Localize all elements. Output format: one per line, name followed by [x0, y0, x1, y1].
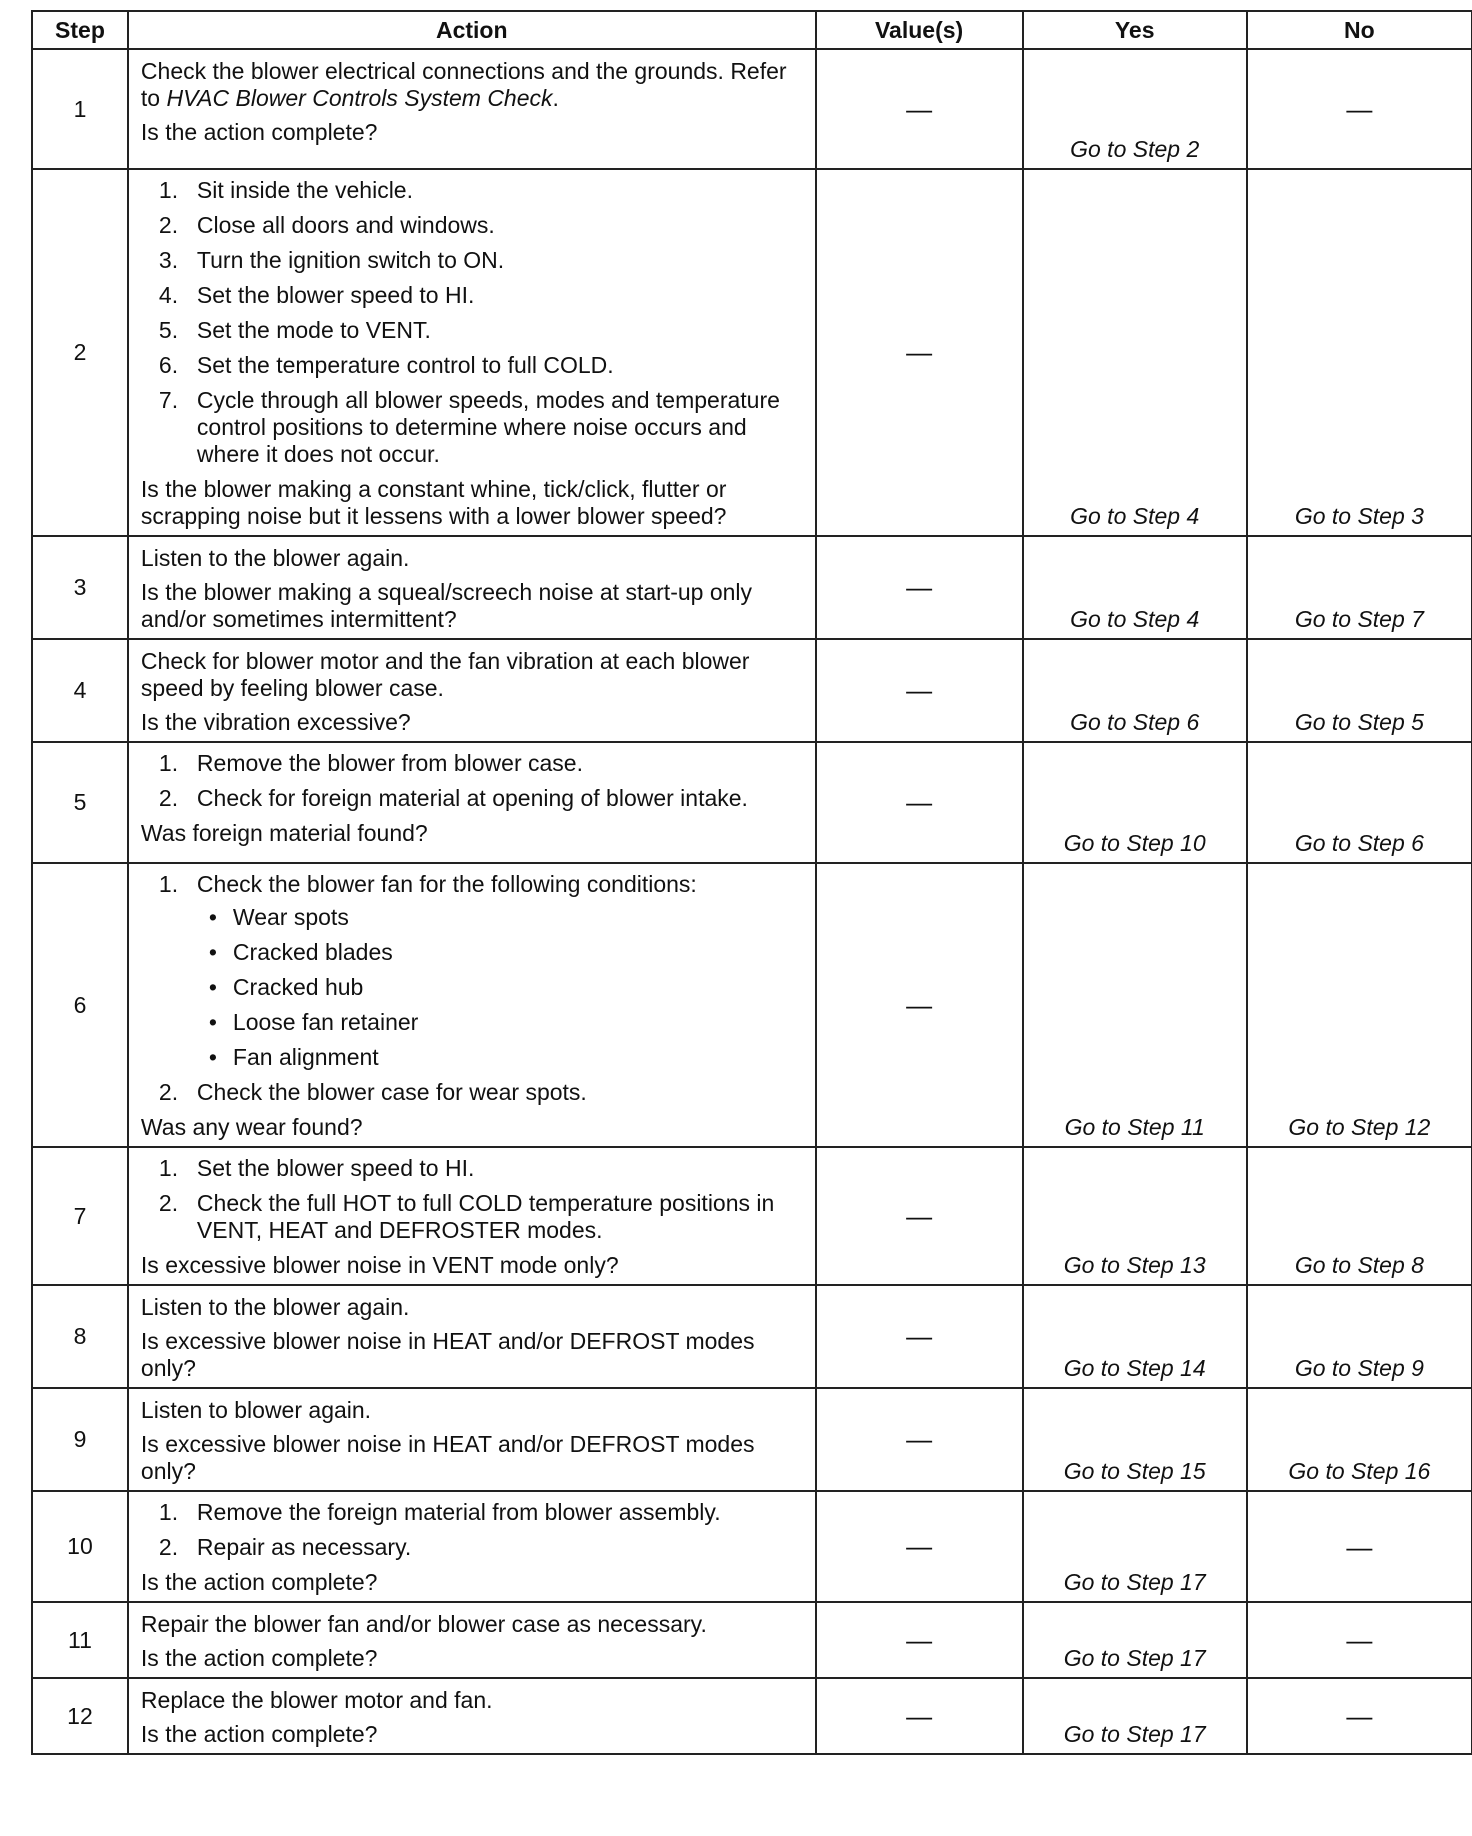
list-item-number: 1.: [158, 177, 179, 203]
action-text-main: Check for blower motor and the fan vibration at each blower speed by feeling blower case.: [140, 648, 750, 701]
no-cell: Go to Step 16: [1247, 1388, 1472, 1491]
bullet-list: [197, 904, 805, 1071]
list-item-number: 7.: [158, 387, 179, 413]
table-body: [32, 49, 1472, 1754]
action-cell: [128, 536, 816, 639]
action-text: [141, 1687, 805, 1714]
no-cell: Go to Step 6: [1247, 742, 1472, 863]
list-item-number: 5.: [158, 317, 179, 343]
list-item-text: Set the blower speed to HI.: [196, 1155, 475, 1181]
action-cell: [128, 49, 816, 169]
no-cell: Go to Step 7: [1247, 536, 1472, 639]
table-row: [32, 1285, 1472, 1388]
step-number: 4: [32, 639, 128, 742]
step-number: 8: [32, 1285, 128, 1388]
list-item-text: Close all doors and windows.: [196, 212, 495, 238]
list-item: [141, 247, 805, 274]
action-cell: [128, 1491, 816, 1602]
list-item-number: 2.: [158, 1534, 179, 1560]
list-item-text: Check the full HOT to full COLD temperature positions in VENT, HEAT and DEFROSTER modes.: [196, 1190, 775, 1243]
step-number: 2: [32, 169, 128, 536]
action-text-main: Check the blower electrical connections and the grounds. Refer to: [140, 58, 787, 111]
action-cell: [128, 1602, 816, 1678]
list-item-number: 2.: [158, 1079, 179, 1105]
list-item-text: Set the blower speed to HI.: [196, 282, 475, 308]
list-item-text: Set the temperature control to full COLD.: [196, 352, 614, 378]
value-cell: —: [816, 1678, 1023, 1754]
question-text: Is the action complete?: [140, 1645, 378, 1671]
list-item-text: Check the blower case for wear spots.: [196, 1079, 587, 1105]
table-row: [32, 169, 1472, 536]
header-values: Value(s): [816, 11, 1023, 49]
yes-cell: Go to Step 10: [1023, 742, 1247, 863]
action-cell: [128, 1285, 816, 1388]
value-cell: —: [816, 1388, 1023, 1491]
no-cell: Go to Step 5: [1247, 639, 1472, 742]
no-cell: Go to Step 9: [1247, 1285, 1472, 1388]
yes-cell: Go to Step 4: [1023, 536, 1247, 639]
step-number: 12: [32, 1678, 128, 1754]
header-yes: Yes: [1023, 11, 1247, 49]
action-text: [141, 545, 805, 572]
action-cell: [128, 169, 816, 536]
action-cell: [128, 1678, 816, 1754]
action-text-main: Listen to blower again.: [140, 1397, 372, 1423]
list-item-number: 4.: [158, 282, 179, 308]
list-item: [141, 1534, 805, 1561]
list-item: [141, 871, 805, 1071]
action-cell: [128, 1147, 816, 1285]
table-row: [32, 49, 1472, 169]
list-item-text: Repair as necessary.: [196, 1534, 412, 1560]
list-item: [141, 785, 805, 812]
yes-cell: Go to Step 4: [1023, 169, 1247, 536]
question-text: Was foreign material found?: [140, 820, 428, 846]
yes-cell: Go to Step 15: [1023, 1388, 1247, 1491]
action-cell: [128, 639, 816, 742]
numbered-list: [141, 750, 805, 812]
step-number: 11: [32, 1602, 128, 1678]
value-cell: —: [816, 49, 1023, 169]
question-text: Is the action complete?: [140, 1569, 378, 1595]
table-row: [32, 1491, 1472, 1602]
step-number: 10: [32, 1491, 128, 1602]
list-item-text: Set the mode to VENT.: [196, 317, 431, 343]
action-text-main: Listen to the blower again.: [140, 1294, 410, 1320]
no-cell: Go to Step 3: [1247, 169, 1472, 536]
list-item-text: Sit inside the vehicle.: [196, 177, 413, 203]
value-cell: —: [816, 1602, 1023, 1678]
no-cell: —: [1247, 1602, 1472, 1678]
list-item: [141, 1079, 805, 1106]
action-cell: [128, 1388, 816, 1491]
step-number: 9: [32, 1388, 128, 1491]
table-row: [32, 1678, 1472, 1754]
list-item-number: 2.: [158, 212, 179, 238]
table-row: [32, 639, 1472, 742]
list-item-text: Check for foreign material at opening of blower intake.: [196, 785, 748, 811]
action-cell: [128, 742, 816, 863]
action-text: [141, 1611, 805, 1638]
list-item-text: Turn the ignition switch to ON.: [196, 247, 505, 273]
table-row: [32, 863, 1472, 1147]
list-item-number: 1.: [158, 750, 179, 776]
table-row: [32, 536, 1472, 639]
table-row: [32, 1147, 1472, 1285]
question-text: Is excessive blower noise in HEAT and/or DEFROST modes only?: [140, 1431, 755, 1484]
list-item-number: 2.: [158, 785, 179, 811]
question-text: Is the action complete?: [140, 119, 378, 145]
step-number: 6: [32, 863, 128, 1147]
yes-cell: Go to Step 17: [1023, 1678, 1247, 1754]
step-number: 5: [32, 742, 128, 863]
value-cell: —: [816, 742, 1023, 863]
yes-cell: Go to Step 6: [1023, 639, 1247, 742]
list-item-number: 1.: [158, 871, 179, 897]
bullet-item: • Cracked blades: [197, 939, 805, 966]
question-text: Is excessive blower noise in VENT mode only?: [140, 1252, 619, 1278]
table-row: [32, 1602, 1472, 1678]
list-item-text: Remove the foreign material from blower assembly.: [196, 1499, 721, 1525]
numbered-list: [141, 1499, 805, 1561]
list-item-number: 6.: [158, 352, 179, 378]
yes-cell: Go to Step 11: [1023, 863, 1247, 1147]
reference-link: HVAC Blower Controls System Check: [166, 85, 553, 111]
action-text: [141, 1294, 805, 1321]
value-cell: —: [816, 639, 1023, 742]
action-text-main: Replace the blower motor and fan.: [140, 1687, 493, 1713]
bullet-item: • Wear spots: [197, 904, 805, 931]
list-item: [141, 317, 805, 344]
action-cell: [128, 863, 816, 1147]
list-item-number: 1.: [158, 1155, 179, 1181]
action-text: [141, 648, 805, 702]
header-row: [32, 11, 1472, 49]
table-row: [32, 742, 1472, 863]
numbered-list: [141, 177, 805, 468]
step-number: 1: [32, 49, 128, 169]
action-text-main: Repair the blower fan and/or blower case as necessary.: [140, 1611, 707, 1637]
table-header: [32, 11, 1472, 49]
list-item-number: 3.: [158, 247, 179, 273]
numbered-list: [141, 871, 805, 1106]
value-cell: —: [816, 1147, 1023, 1285]
no-cell: Go to Step 8: [1247, 1147, 1472, 1285]
yes-cell: Go to Step 17: [1023, 1602, 1247, 1678]
header-no: No: [1247, 11, 1472, 49]
question-text: Is excessive blower noise in HEAT and/or DEFROST modes only?: [140, 1328, 755, 1381]
yes-cell: Go to Step 17: [1023, 1491, 1247, 1602]
value-cell: —: [816, 536, 1023, 639]
action-text: [141, 58, 805, 112]
no-cell: —: [1247, 1491, 1472, 1602]
step-number: 7: [32, 1147, 128, 1285]
question-text: Is the blower making a constant whine, tick/click, flutter or scrapping noise but it lessens with a lower blower speed?: [140, 476, 727, 529]
bullet-item: • Cracked hub: [197, 974, 805, 1001]
question-text: Is the action complete?: [140, 1721, 378, 1747]
list-item: [141, 387, 805, 468]
question-text: Was any wear found?: [140, 1114, 363, 1140]
list-item-text: Cycle through all blower speeds, modes and temperature control positions to determine where noise occurs and where it does not occur.: [196, 387, 780, 467]
list-item: [141, 1499, 805, 1526]
list-item: [141, 282, 805, 309]
list-item-text: Check the blower fan for the following conditions:: [196, 871, 697, 897]
question-text: Is the vibration excessive?: [140, 709, 411, 735]
list-item-number: 1.: [158, 1499, 179, 1525]
list-item: [141, 1190, 805, 1244]
action-text-tail: .: [552, 85, 559, 111]
list-item-number: 2.: [158, 1190, 179, 1216]
bullet-item: • Fan alignment: [197, 1044, 805, 1071]
header-step: Step: [32, 11, 128, 49]
action-text-main: Listen to the blower again.: [140, 545, 410, 571]
table-row: [32, 1388, 1472, 1491]
diagnostic-table: [31, 10, 1472, 1755]
yes-cell: Go to Step 2: [1023, 49, 1247, 169]
no-cell: —: [1247, 1678, 1472, 1754]
question-text: Is the blower making a squeal/screech noise at start-up only and/or sometimes intermittent?: [140, 579, 753, 632]
yes-cell: Go to Step 13: [1023, 1147, 1247, 1285]
numbered-list: [141, 1155, 805, 1244]
no-cell: —: [1247, 49, 1472, 169]
list-item-text: Remove the blower from blower case.: [196, 750, 583, 776]
list-item: [141, 352, 805, 379]
yes-cell: Go to Step 14: [1023, 1285, 1247, 1388]
value-cell: —: [816, 863, 1023, 1147]
list-item: [141, 750, 805, 777]
action-text: [141, 1397, 805, 1424]
no-cell: Go to Step 12: [1247, 863, 1472, 1147]
header-action: Action: [128, 11, 816, 49]
value-cell: —: [816, 1285, 1023, 1388]
list-item: [141, 212, 805, 239]
step-number: 3: [32, 536, 128, 639]
bullet-item: • Loose fan retainer: [197, 1009, 805, 1036]
list-item: [141, 1155, 805, 1182]
value-cell: —: [816, 1491, 1023, 1602]
list-item: [141, 177, 805, 204]
value-cell: —: [816, 169, 1023, 536]
